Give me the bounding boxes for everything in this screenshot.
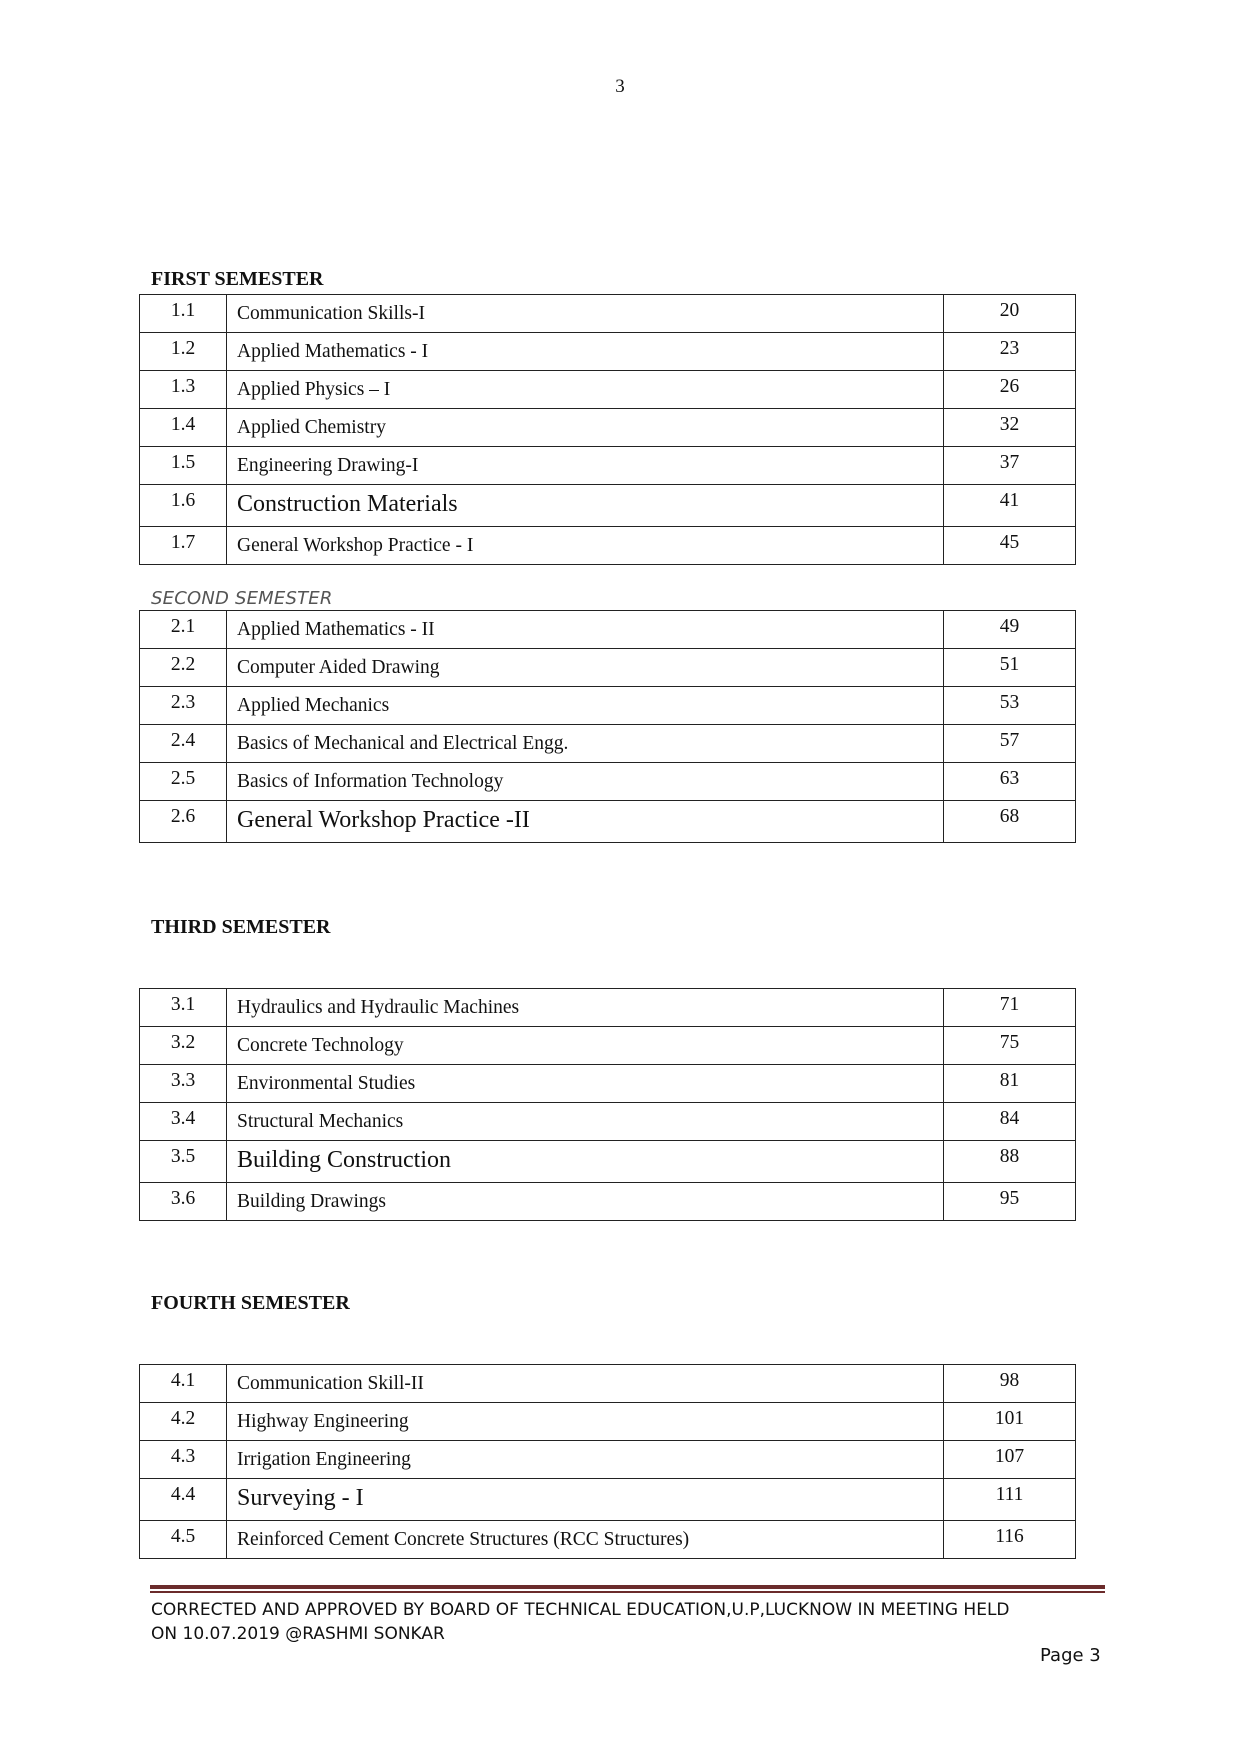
subject-number: 1.4 bbox=[140, 409, 227, 447]
page-number-top: 3 bbox=[615, 76, 625, 97]
table-row bbox=[140, 1065, 1076, 1103]
subject-title: Engineering Drawing-I bbox=[227, 447, 944, 485]
subject-page: 107 bbox=[944, 1441, 1076, 1479]
subject-title: Applied Mathematics - I bbox=[227, 333, 944, 371]
subject-title: Applied Mathematics - II bbox=[227, 611, 944, 649]
subject-number: 4.5 bbox=[140, 1521, 227, 1559]
subject-number: 2.1 bbox=[140, 611, 227, 649]
section-heading-first-semester: FIRST SEMESTER bbox=[151, 268, 324, 290]
subject-title: Applied Physics – I bbox=[227, 371, 944, 409]
subject-number: 4.4 bbox=[140, 1479, 227, 1521]
table-row bbox=[140, 371, 1076, 409]
subject-title: Hydraulics and Hydraulic Machines bbox=[227, 989, 944, 1027]
subject-number: 4.2 bbox=[140, 1403, 227, 1441]
subject-page: 26 bbox=[944, 371, 1076, 409]
table-row bbox=[140, 295, 1076, 333]
subject-number: 3.3 bbox=[140, 1065, 227, 1103]
table-row bbox=[140, 1441, 1076, 1479]
subject-title: Reinforced Cement Concrete Structures (RCC Structures) bbox=[227, 1521, 944, 1559]
table-row bbox=[140, 687, 1076, 725]
footer-page-label: Page 3 bbox=[1040, 1645, 1101, 1666]
section-heading-third-semester: THIRD SEMESTER bbox=[151, 916, 331, 938]
subject-title: General Workshop Practice - I bbox=[227, 527, 944, 565]
table-row bbox=[140, 801, 1076, 843]
subject-page: 53 bbox=[944, 687, 1076, 725]
table-row bbox=[140, 1103, 1076, 1141]
table-row bbox=[140, 763, 1076, 801]
subject-number: 3.2 bbox=[140, 1027, 227, 1065]
subject-page: 101 bbox=[944, 1403, 1076, 1441]
first-semester-table bbox=[139, 294, 1076, 565]
subject-title: General Workshop Practice -II bbox=[227, 801, 944, 843]
table-row bbox=[140, 1365, 1076, 1403]
subject-page: 81 bbox=[944, 1065, 1076, 1103]
subject-title: Surveying - I bbox=[227, 1479, 944, 1521]
subject-title: Building Drawings bbox=[227, 1183, 944, 1221]
table-row bbox=[140, 527, 1076, 565]
subject-number: 1.3 bbox=[140, 371, 227, 409]
subject-number: 3.4 bbox=[140, 1103, 227, 1141]
subject-page: 45 bbox=[944, 527, 1076, 565]
footer-divider-thin bbox=[150, 1591, 1105, 1593]
subject-number: 4.3 bbox=[140, 1441, 227, 1479]
subject-page: 20 bbox=[944, 295, 1076, 333]
subject-title: Structural Mechanics bbox=[227, 1103, 944, 1141]
subject-page: 68 bbox=[944, 801, 1076, 843]
footer-line-2: ON 10.07.2019 @RASHMI SONKAR bbox=[151, 1624, 445, 1644]
subject-number: 2.4 bbox=[140, 725, 227, 763]
table-row bbox=[140, 1027, 1076, 1065]
table-row bbox=[140, 1141, 1076, 1183]
subject-page: 71 bbox=[944, 989, 1076, 1027]
table-row bbox=[140, 447, 1076, 485]
subject-page: 37 bbox=[944, 447, 1076, 485]
subject-page: 57 bbox=[944, 725, 1076, 763]
subject-number: 1.2 bbox=[140, 333, 227, 371]
subject-page: 95 bbox=[944, 1183, 1076, 1221]
footer-divider bbox=[150, 1585, 1105, 1589]
subject-number: 4.1 bbox=[140, 1365, 227, 1403]
subject-title: Highway Engineering bbox=[227, 1403, 944, 1441]
table-row bbox=[140, 649, 1076, 687]
subject-page: 116 bbox=[944, 1521, 1076, 1559]
table-row bbox=[140, 611, 1076, 649]
table-row bbox=[140, 485, 1076, 527]
subject-title: Building Construction bbox=[227, 1141, 944, 1183]
subject-number: 1.7 bbox=[140, 527, 227, 565]
table-row bbox=[140, 1521, 1076, 1559]
subject-page: 32 bbox=[944, 409, 1076, 447]
subject-title: Applied Mechanics bbox=[227, 687, 944, 725]
table-row bbox=[140, 333, 1076, 371]
subject-title: Concrete Technology bbox=[227, 1027, 944, 1065]
subject-page: 75 bbox=[944, 1027, 1076, 1065]
subject-title: Basics of Mechanical and Electrical Engg. bbox=[227, 725, 944, 763]
subject-title: Construction Materials bbox=[227, 485, 944, 527]
subject-page: 84 bbox=[944, 1103, 1076, 1141]
subject-number: 3.6 bbox=[140, 1183, 227, 1221]
subject-number: 2.6 bbox=[140, 801, 227, 843]
subject-title: Communication Skill-II bbox=[227, 1365, 944, 1403]
section-heading-second-semester: SECOND SEMESTER bbox=[151, 588, 333, 609]
subject-page: 63 bbox=[944, 763, 1076, 801]
subject-title: Basics of Information Technology bbox=[227, 763, 944, 801]
subject-number: 1.6 bbox=[140, 485, 227, 527]
table-row bbox=[140, 1479, 1076, 1521]
footer-line-1: CORRECTED AND APPROVED BY BOARD OF TECHNICAL EDUCATION,U.P,LUCKNOW IN MEETING HELD bbox=[151, 1600, 1010, 1620]
subject-number: 1.1 bbox=[140, 295, 227, 333]
subject-page: 49 bbox=[944, 611, 1076, 649]
subject-title: Irrigation Engineering bbox=[227, 1441, 944, 1479]
subject-title: Environmental Studies bbox=[227, 1065, 944, 1103]
subject-number: 2.2 bbox=[140, 649, 227, 687]
table-row bbox=[140, 409, 1076, 447]
subject-page: 111 bbox=[944, 1479, 1076, 1521]
table-row bbox=[140, 989, 1076, 1027]
fourth-semester-table bbox=[139, 1364, 1076, 1559]
subject-title: Communication Skills-I bbox=[227, 295, 944, 333]
second-semester-table bbox=[139, 610, 1076, 843]
subject-page: 51 bbox=[944, 649, 1076, 687]
subject-number: 3.1 bbox=[140, 989, 227, 1027]
section-heading-fourth-semester: FOURTH SEMESTER bbox=[151, 1292, 350, 1314]
subject-number: 3.5 bbox=[140, 1141, 227, 1183]
subject-number: 2.5 bbox=[140, 763, 227, 801]
subject-page: 98 bbox=[944, 1365, 1076, 1403]
subject-page: 88 bbox=[944, 1141, 1076, 1183]
table-row bbox=[140, 725, 1076, 763]
subject-page: 41 bbox=[944, 485, 1076, 527]
subject-title: Computer Aided Drawing bbox=[227, 649, 944, 687]
table-row bbox=[140, 1403, 1076, 1441]
subject-title: Applied Chemistry bbox=[227, 409, 944, 447]
subject-number: 1.5 bbox=[140, 447, 227, 485]
third-semester-table bbox=[139, 988, 1076, 1221]
table-row bbox=[140, 1183, 1076, 1221]
subject-number: 2.3 bbox=[140, 687, 227, 725]
footer-approval-note bbox=[151, 1598, 1111, 1646]
subject-page: 23 bbox=[944, 333, 1076, 371]
